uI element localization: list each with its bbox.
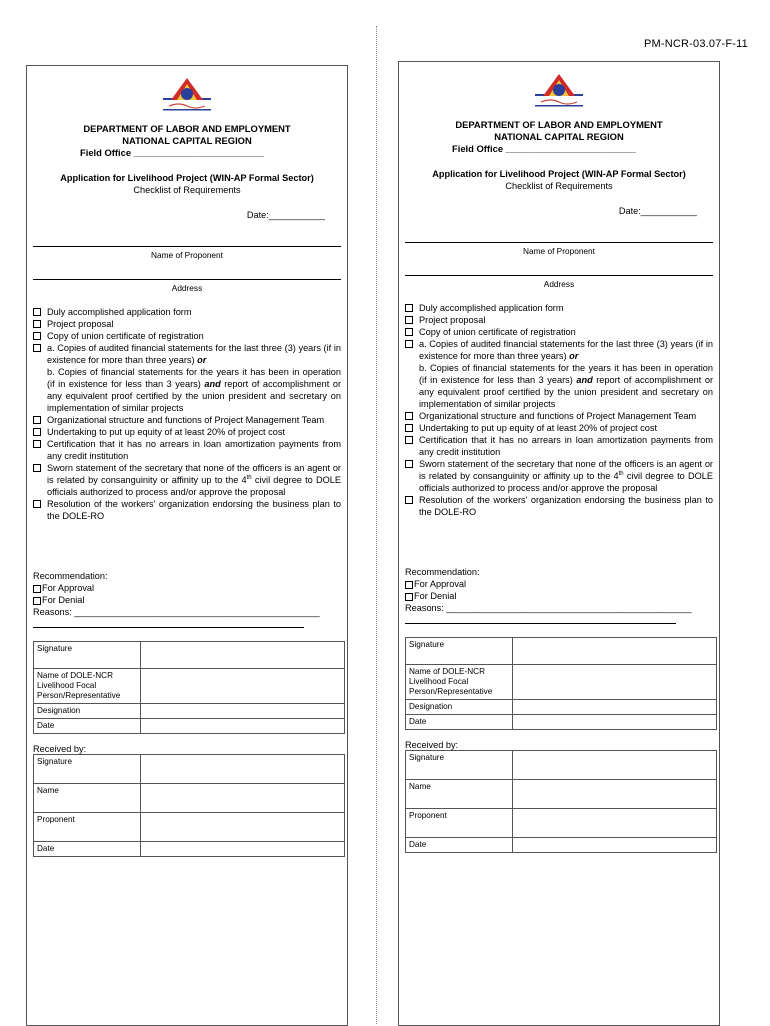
address-label: Address (171, 283, 203, 293)
proponent-name-line[interactable] (33, 246, 341, 247)
received-date-label: Date (406, 838, 513, 853)
focal-person-label: Name of DOLE-NCR Livelihood Focal Person/Representative (34, 669, 141, 704)
date-cell[interactable] (513, 715, 717, 730)
application-subtitle: Checklist of Requirements (505, 181, 613, 191)
received-signature-label: Signature (34, 755, 141, 784)
signature-label: Signature (406, 638, 513, 665)
recommendation-block (33, 570, 341, 628)
checklist-item[interactable]: a. Copies of audited financial statements for the last three (3) years (if in existence for more than three years) or (405, 338, 713, 362)
signature-label: Signature (34, 642, 141, 669)
denial-option[interactable]: For Denial (405, 590, 713, 602)
received-date-cell[interactable] (141, 842, 345, 857)
date-cell[interactable] (141, 719, 345, 734)
checkbox-icon[interactable] (405, 460, 413, 468)
received-name-label: Name (406, 780, 513, 809)
proponent-name-line[interactable] (405, 242, 713, 243)
checkbox-icon[interactable] (405, 424, 413, 432)
checkbox-icon[interactable] (405, 436, 413, 444)
checkbox-icon[interactable] (33, 308, 41, 316)
checkbox-icon[interactable] (33, 500, 41, 508)
checklist-subitem: b. Copies of financial statements for the years it has been in operation (if in existence for less than 3 years) and report of accomplishment or any equivalent proof certified by the union president and secretary on implementation of similar projects (419, 363, 713, 409)
checklist-item[interactable]: Copy of union certificate of registration (33, 330, 341, 342)
header-block (399, 119, 719, 155)
checklist-item[interactable]: Duly accomplished application form (33, 306, 341, 318)
application-subtitle: Checklist of Requirements (133, 185, 241, 195)
checklist-item[interactable]: Certification that it has no arrears in loan amortization payments from any credit institution (33, 438, 341, 462)
received-name-cell[interactable] (141, 784, 345, 813)
checkbox-icon[interactable] (405, 304, 413, 312)
checkbox-icon[interactable] (405, 328, 413, 336)
approval-option[interactable]: For Approval (405, 578, 713, 590)
dole-signature-table (33, 641, 345, 734)
checklist-item[interactable]: Resolution of the workers' organization endorsing the business plan to the DOLE-RO (405, 494, 713, 518)
approval-option[interactable]: For Approval (33, 582, 341, 594)
focal-person-cell[interactable] (141, 669, 345, 704)
focal-person-cell[interactable] (513, 665, 717, 700)
checklist-item[interactable]: a. Copies of audited financial statements for the last three (3) years (if in existence for more than three years) or (33, 342, 341, 366)
checklist-item[interactable]: Organizational structure and functions of Project Management Team (33, 414, 341, 426)
proponent-name-label: Name of Proponent (523, 246, 595, 256)
reasons-line[interactable] (33, 619, 304, 628)
address-line[interactable] (33, 279, 341, 280)
dept-name: DEPARTMENT OF LABOR AND EMPLOYMENT (455, 119, 663, 130)
checklist-item[interactable]: Sworn statement of the secretary that none of the officers is an agent or is related by consanguinity or affinity up to the 4th civil degree to DOLE officials authorized to process and/or approve the proposal (405, 458, 713, 494)
reasons-field[interactable]: Reasons: ________________________________________________ (405, 603, 692, 613)
header-block (27, 123, 347, 159)
checklist-item[interactable]: Project proposal (33, 318, 341, 330)
checkbox-icon[interactable] (33, 585, 41, 593)
checklist-item[interactable]: Undertaking to put up equity of at least 20% of project cost (405, 422, 713, 434)
checkbox-icon[interactable] (33, 416, 41, 424)
form-panel-right (398, 61, 720, 1026)
received-proponent-cell[interactable] (141, 813, 345, 842)
designation-cell[interactable] (141, 704, 345, 719)
checkbox-icon[interactable] (33, 597, 41, 605)
proponent-name-label: Name of Proponent (151, 250, 223, 260)
application-title: Application for Livelihood Project (WIN-AP Formal Sector) (60, 173, 314, 183)
signature-cell[interactable] (141, 642, 345, 669)
received-by-label: Received by: (33, 744, 87, 754)
form-panel-left (26, 65, 348, 1026)
date-label: Date (406, 715, 513, 730)
date-field[interactable]: Date:___________ (618, 206, 697, 216)
panel-content (27, 66, 347, 1025)
recommendation-label: Recommendation: (33, 571, 108, 581)
dole-logo-icon (163, 76, 211, 114)
reasons-line[interactable] (405, 615, 676, 624)
checkbox-icon[interactable] (33, 332, 41, 340)
reasons-field[interactable]: Reasons: ________________________________________________ (33, 607, 320, 617)
date-label: Date (34, 719, 141, 734)
recommendation-label: Recommendation: (405, 567, 480, 577)
checklist-item[interactable]: Project proposal (405, 314, 713, 326)
received-date-label: Date (34, 842, 141, 857)
signature-cell[interactable] (513, 638, 717, 665)
region-name: NATIONAL CAPITAL REGION (122, 135, 252, 146)
received-table (405, 750, 717, 853)
checkbox-icon[interactable] (405, 496, 413, 504)
checkbox-icon[interactable] (33, 428, 41, 436)
dole-logo-icon (535, 72, 583, 110)
checklist-item[interactable]: Copy of union certificate of registration (405, 326, 713, 338)
received-proponent-label: Proponent (406, 809, 513, 838)
dept-name: DEPARTMENT OF LABOR AND EMPLOYMENT (83, 123, 291, 134)
received-proponent-label: Proponent (34, 813, 141, 842)
checklist-item[interactable]: Certification that it has no arrears in loan amortization payments from any credit institution (405, 434, 713, 458)
checkbox-icon[interactable] (33, 344, 41, 352)
requirements-checklist (405, 302, 713, 518)
focal-person-label: Name of DOLE-NCR Livelihood Focal Person/Representative (406, 665, 513, 700)
received-name-label: Name (34, 784, 141, 813)
received-date-cell[interactable] (513, 838, 717, 853)
designation-cell[interactable] (513, 700, 717, 715)
address-line[interactable] (405, 275, 713, 276)
checkbox-icon[interactable] (33, 320, 41, 328)
received-proponent-cell[interactable] (513, 809, 717, 838)
checklist-subitem: b. Copies of financial statements for the years it has been in operation (if in existence for less than 3 years) and report of accomplishment or any equivalent proof certified by the union president and secretary on implementation of similar projects (47, 367, 341, 413)
cut-line (376, 26, 377, 1024)
received-signature-label: Signature (406, 751, 513, 780)
dole-signature-table (405, 637, 717, 730)
application-title: Application for Livelihood Project (WIN-AP Formal Sector) (432, 169, 686, 179)
checkbox-icon[interactable] (33, 440, 41, 448)
recommendation-block (405, 566, 713, 624)
received-name-cell[interactable] (513, 780, 717, 809)
checklist-item[interactable]: Resolution of the workers' organization endorsing the business plan to the DOLE-RO (33, 498, 341, 522)
region-name: NATIONAL CAPITAL REGION (494, 131, 624, 142)
field-office: Field Office _________________________ (452, 143, 637, 154)
received-signature-cell[interactable] (513, 751, 717, 780)
checklist-item[interactable]: Sworn statement of the secretary that none of the officers is an agent or is related by consanguinity or affinity up to the 4th civil degree to DOLE officials authorized to process and/or approve the proposal (33, 462, 341, 498)
designation-label: Designation (406, 700, 513, 715)
designation-label: Designation (34, 704, 141, 719)
received-signature-cell[interactable] (141, 755, 345, 784)
checkbox-icon[interactable] (405, 593, 413, 601)
checkbox-icon[interactable] (405, 581, 413, 589)
received-by-label: Received by: (405, 740, 459, 750)
checkbox-icon[interactable] (405, 340, 413, 348)
address-label: Address (543, 279, 575, 289)
denial-option[interactable]: For Denial (33, 594, 341, 606)
checklist-item[interactable]: Organizational structure and functions of Project Management Team (405, 410, 713, 422)
checkbox-icon[interactable] (405, 316, 413, 324)
checklist-item[interactable]: Duly accomplished application form (405, 302, 713, 314)
received-table (33, 754, 345, 857)
checkbox-icon[interactable] (405, 412, 413, 420)
requirements-checklist (33, 306, 341, 522)
form-code: PM-NCR-03.07-F-11 (643, 38, 748, 50)
checkbox-icon[interactable] (33, 464, 41, 472)
field-office: Field Office _________________________ (80, 147, 265, 158)
panel-content (399, 62, 719, 1025)
checklist-item[interactable]: Undertaking to put up equity of at least 20% of project cost (33, 426, 341, 438)
date-field[interactable]: Date:___________ (246, 210, 325, 220)
